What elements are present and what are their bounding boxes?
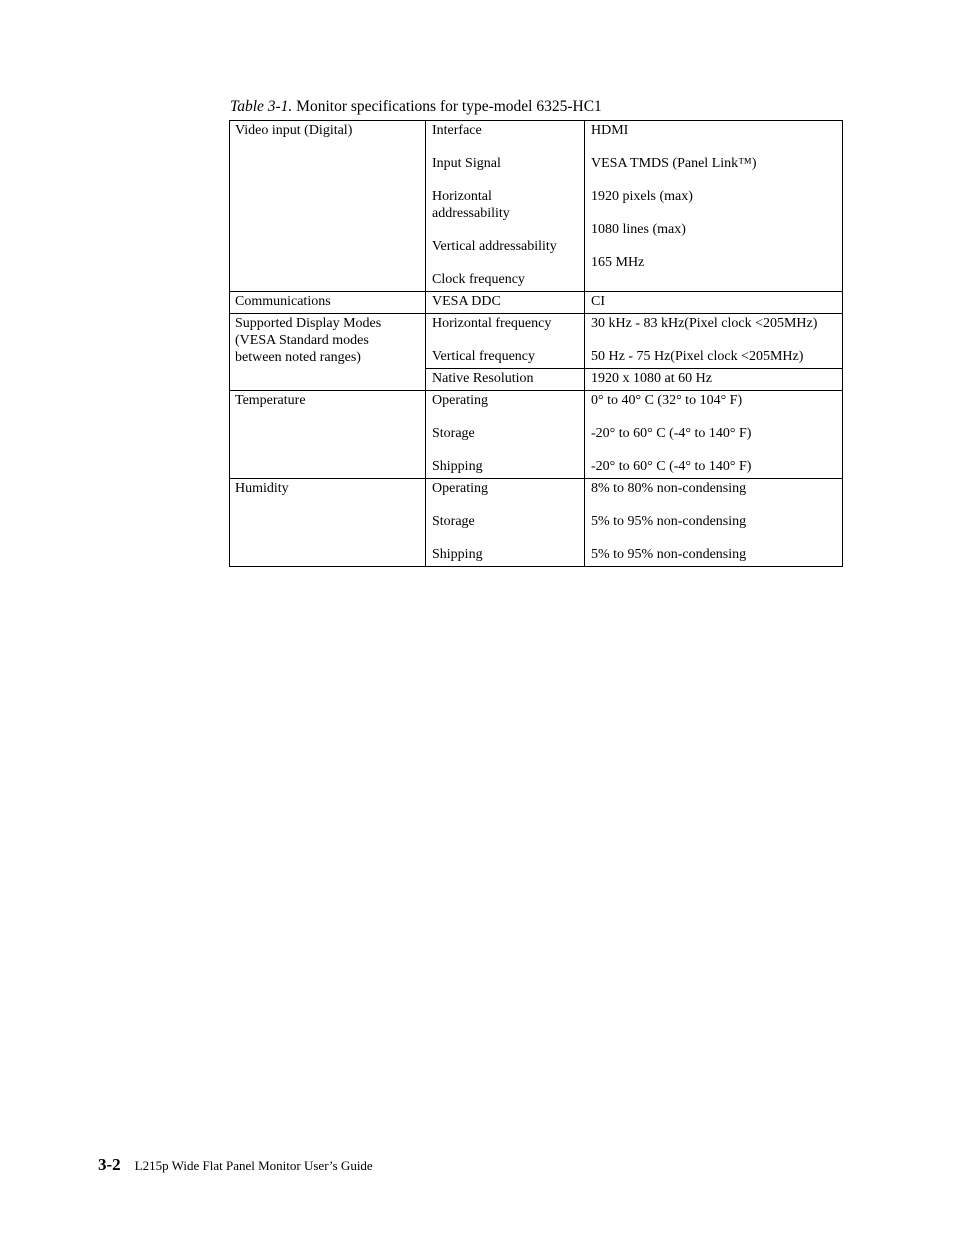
- cell-line: Storage: [432, 426, 475, 441]
- spec-value-cell-entry: [591, 458, 838, 475]
- cell-line: Interface: [432, 123, 482, 138]
- spec-value-cell-entry: [591, 293, 838, 310]
- spec-value-cell-entry: [591, 188, 838, 205]
- table-caption-label: Table 3-1.: [230, 98, 293, 115]
- cell-line: Operating: [432, 393, 488, 408]
- cell-line: Shipping: [432, 547, 483, 562]
- cell-line: 5% to 95% non-condensing: [591, 514, 747, 529]
- spec-value-cell-entry: [591, 392, 838, 409]
- spec-name-cell: [426, 391, 585, 479]
- spec-category-cell: [230, 479, 426, 567]
- spec-name-cell: [426, 369, 585, 391]
- spec-category-cell: [230, 121, 426, 292]
- spec-name-cell: [426, 121, 585, 292]
- cell-line: 30 kHz - 83 kHz(Pixel clock <205MHz): [591, 316, 818, 331]
- cell-line: 1080 lines (max): [591, 222, 686, 237]
- spec-name-cell-entry: [432, 238, 580, 255]
- spec-value-cell-entry: [591, 513, 838, 530]
- cell-line: Temperature: [235, 393, 306, 408]
- spec-value-cell-entry: [591, 370, 838, 387]
- table-row: [230, 121, 843, 292]
- spec-name-cell: [426, 314, 585, 369]
- cell-line: 0° to 40° C (32° to 104° F): [591, 393, 743, 408]
- spec-name-cell-entry: [432, 458, 580, 475]
- spec-name-cell: [426, 292, 585, 314]
- cell-line: -20° to 60° C (-4° to 140° F): [591, 426, 752, 441]
- spec-value-cell-entry: [591, 221, 838, 238]
- spec-name-cell-entry: [432, 392, 580, 409]
- spec-value-cell-entry: [591, 315, 838, 332]
- cell-line: Horizontal: [432, 189, 492, 204]
- spec-name-cell-entry: [432, 155, 580, 172]
- spec-value-cell-entry: [591, 155, 838, 172]
- cell-line: Clock frequency: [432, 272, 525, 287]
- table-row: [230, 479, 843, 567]
- spec-value-cell: [585, 369, 843, 391]
- spec-name-cell-entry: [432, 546, 580, 563]
- spec-category-cell: [230, 314, 426, 391]
- cell-line: VESA TMDS (Panel Link™): [591, 156, 757, 171]
- spec-value-cell-entry: [591, 480, 838, 497]
- spec-table-body: [230, 121, 843, 567]
- table-row: [230, 292, 843, 314]
- spec-name-cell-entry: [432, 315, 580, 332]
- spec-name-cell-entry: [432, 348, 580, 365]
- spec-value-cell-entry: [591, 348, 838, 365]
- cell-line: addressability: [432, 206, 510, 221]
- table-caption: [230, 98, 602, 116]
- cell-line: Video input (Digital): [235, 123, 353, 138]
- cell-line: HDMI: [591, 123, 629, 138]
- spec-name-cell-entry: [432, 293, 580, 310]
- spec-value-cell: [585, 292, 843, 314]
- cell-line: -20° to 60° C (-4° to 140° F): [591, 459, 752, 474]
- spec-table: [229, 120, 843, 567]
- cell-line: 8% to 80% non-condensing: [591, 481, 747, 496]
- spec-value-cell-entry: [591, 546, 838, 563]
- cell-line: 1920 x 1080 at 60 Hz: [591, 371, 712, 386]
- cell-line: Operating: [432, 481, 488, 496]
- cell-line: Input Signal: [432, 156, 501, 171]
- cell-line: Vertical frequency: [432, 349, 535, 364]
- spec-name-cell-entry: [432, 513, 580, 530]
- spec-category-cell: [230, 391, 426, 479]
- cell-line: Humidity: [235, 481, 289, 496]
- spec-value-cell-entry: [591, 425, 838, 442]
- cell-line: between noted ranges): [235, 350, 361, 365]
- cell-line: Native Resolution: [432, 371, 534, 386]
- spec-category-cell: [230, 292, 426, 314]
- cell-line: Supported Display Modes: [235, 316, 382, 331]
- spec-value-cell: [585, 391, 843, 479]
- cell-line: 50 Hz - 75 Hz(Pixel clock <205MHz): [591, 349, 804, 364]
- cell-line: Vertical addressability: [432, 239, 557, 254]
- spec-value-cell: [585, 314, 843, 369]
- spec-name-cell-entry: [432, 271, 580, 288]
- cell-line: Communications: [235, 294, 331, 309]
- footer-title: L215p Wide Flat Panel Monitor User’s Guide: [134, 1158, 373, 1173]
- spec-name-cell-entry: [432, 480, 580, 497]
- page-number: 3-2: [98, 1155, 121, 1174]
- spec-value-cell-entry: [591, 254, 838, 271]
- table-caption-text: Monitor specifications for type-model 6325-HC1: [296, 98, 602, 115]
- spec-name-cell: [426, 479, 585, 567]
- spec-value-cell: [585, 121, 843, 292]
- cell-line: Storage: [432, 514, 475, 529]
- cell-line: Shipping: [432, 459, 483, 474]
- table-row: [230, 314, 843, 369]
- cell-line: CI: [591, 294, 605, 309]
- spec-value-cell-entry: [591, 122, 838, 139]
- cell-line: 165 MHz: [591, 255, 645, 270]
- cell-line: VESA DDC: [432, 294, 501, 309]
- spec-name-cell-entry: [432, 370, 580, 387]
- cell-line: (VESA Standard modes: [235, 333, 369, 348]
- cell-line: Horizontal frequency: [432, 316, 552, 331]
- spec-name-cell-entry: [432, 122, 580, 139]
- table-row: [230, 391, 843, 479]
- spec-value-cell: [585, 479, 843, 567]
- page-footer: [98, 1155, 373, 1175]
- spec-name-cell-entry: [432, 188, 580, 222]
- cell-line: 5% to 95% non-condensing: [591, 547, 747, 562]
- cell-line: 1920 pixels (max): [591, 189, 693, 204]
- spec-name-cell-entry: [432, 425, 580, 442]
